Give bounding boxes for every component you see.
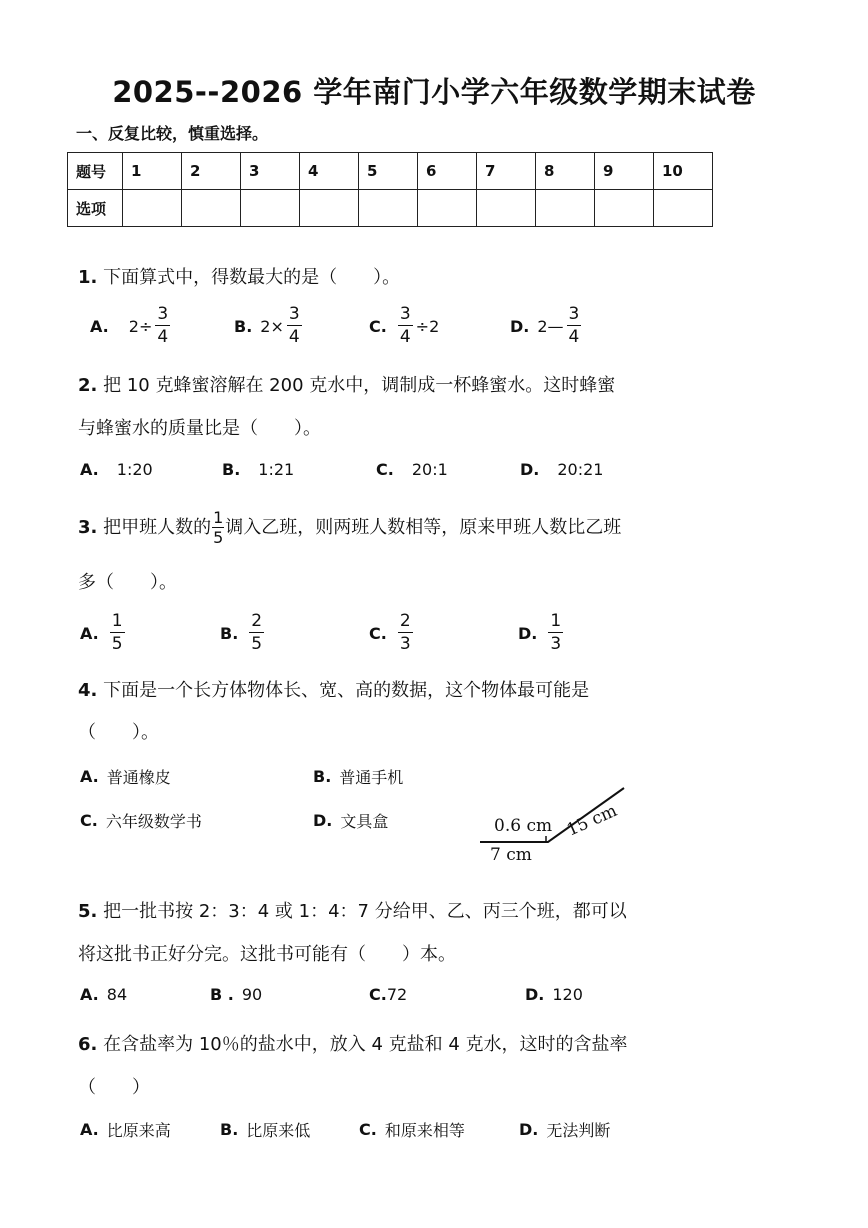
question-text: 下面是一个长方体物体长、宽、高的数据，这个物体最可能是: [103, 680, 590, 701]
q4-option-c[interactable]: [80, 809, 202, 832]
question-text: 下面算式中，得数最大的是（ ）。: [103, 267, 401, 288]
answer-table-input-row: [68, 190, 713, 227]
fraction-denominator: 5: [111, 634, 123, 654]
fraction: [155, 306, 170, 346]
answer-cell[interactable]: [595, 190, 654, 227]
answer-cell[interactable]: [359, 190, 418, 227]
question-number: 3.: [78, 517, 98, 538]
option-letter: D.: [510, 316, 530, 336]
option-text: 普通手机: [339, 768, 404, 787]
option-text: 普通橡皮: [106, 768, 171, 787]
table-number-cell: 3: [241, 153, 300, 190]
answer-table-header-row: [68, 153, 713, 190]
fraction-denominator: 4: [157, 327, 169, 347]
option-letter: A.: [80, 460, 99, 479]
fraction-denominator: 3: [399, 634, 411, 654]
question-text: 在含盐率为 10％的盐水中，放入 4 克盐和 4 克水，这时的含盐率: [103, 1034, 628, 1055]
answer-cell[interactable]: [654, 190, 713, 227]
question-5: [78, 897, 627, 923]
fraction-numerator: 3: [399, 304, 411, 324]
table-number-cell: 5: [359, 153, 418, 190]
option-letter: D.: [520, 460, 540, 479]
table-number-cell: 6: [418, 153, 477, 190]
height-label: 0.6 cm: [494, 816, 553, 836]
option-letter: C.: [359, 1120, 377, 1139]
fraction-numerator: 2: [399, 611, 411, 631]
option-letter: A.: [90, 316, 109, 336]
fraction: [567, 306, 582, 346]
option-expr: 2÷: [128, 316, 153, 336]
option-letter: D.: [518, 623, 538, 643]
question-number: 4.: [78, 680, 98, 701]
option-text: 和原来相等: [384, 1121, 465, 1140]
q5-option-d[interactable]: [525, 985, 583, 1004]
table-number-cell: 2: [182, 153, 241, 190]
fraction-denominator: 4: [399, 327, 411, 347]
option-letter: A.: [80, 1120, 99, 1139]
q2-option-d[interactable]: [520, 460, 603, 479]
q5-option-c[interactable]: [369, 985, 407, 1004]
answer-cell[interactable]: [536, 190, 595, 227]
length-label: 15 cm: [563, 800, 621, 841]
q5-option-b[interactable]: [210, 985, 262, 1004]
fraction-denominator: 5: [213, 528, 224, 547]
question-1: [78, 263, 400, 289]
fraction-denominator: 4: [568, 327, 580, 347]
option-text: 20:21: [557, 460, 604, 479]
q2-option-b[interactable]: [222, 460, 294, 479]
question-4: [78, 676, 589, 702]
option-letter: C.: [376, 460, 394, 479]
option-text: 比原来高: [106, 1121, 171, 1140]
option-text: 文具盒: [340, 812, 389, 831]
question-text: 把甲班人数的: [103, 517, 212, 538]
q6-option-b[interactable]: [220, 1118, 310, 1141]
table-row-label: 选项: [68, 190, 123, 227]
table-number-cell: 4: [300, 153, 359, 190]
answer-table: [67, 152, 713, 227]
option-letter: B .: [210, 985, 234, 1004]
q3-option-d[interactable]: [518, 613, 566, 653]
question-4-line2: （ ）。: [78, 722, 159, 743]
option-letter: C.: [369, 623, 387, 643]
answer-cell[interactable]: [241, 190, 300, 227]
q6-option-a[interactable]: [80, 1118, 171, 1141]
q1-option-a[interactable]: [90, 306, 173, 346]
cuboid-dimension-sketch: [470, 770, 640, 870]
question-3-line2: 多（ ）。: [78, 572, 177, 593]
answer-cell[interactable]: [300, 190, 359, 227]
q2-option-c[interactable]: [376, 460, 448, 479]
table-header-label: 题号: [68, 153, 123, 190]
question-text: 调入乙班，则两班人数相等，原来甲班人数比乙班: [225, 517, 622, 538]
option-expr: 2—: [537, 316, 564, 336]
q4-option-d[interactable]: [313, 809, 388, 832]
fraction: [548, 613, 563, 653]
q1-option-c[interactable]: [369, 306, 439, 346]
q6-option-c[interactable]: [359, 1118, 465, 1141]
question-number: 6.: [78, 1034, 98, 1055]
option-letter: A.: [80, 985, 99, 1004]
table-number-cell: 8: [536, 153, 595, 190]
fraction-denominator: 5: [251, 634, 263, 654]
option-letter: A.: [80, 623, 99, 643]
question-2: [78, 371, 615, 397]
option-letter: D.: [525, 985, 545, 1004]
fraction-numerator: 3: [157, 304, 169, 324]
question-number: 5.: [78, 901, 98, 922]
option-letter: B.: [313, 767, 332, 786]
fraction: [398, 306, 413, 346]
fraction-numerator: 1: [213, 508, 224, 527]
question-3: [78, 510, 621, 546]
option-letter: C.: [80, 811, 98, 830]
width-label: 7 cm: [490, 845, 532, 865]
answer-cell[interactable]: [182, 190, 241, 227]
option-text: 72: [386, 985, 408, 1004]
option-text: 90: [241, 985, 263, 1004]
table-number-cell: 7: [477, 153, 536, 190]
fraction: [249, 613, 264, 653]
fraction-numerator: 3: [288, 304, 300, 324]
fraction: [110, 613, 125, 653]
option-text: 1:20: [116, 460, 153, 479]
option-expr: 2×: [260, 316, 284, 336]
fraction: [287, 306, 302, 346]
question-number: 2.: [78, 375, 98, 396]
option-expr: ÷2: [415, 316, 440, 336]
fraction-denominator: 4: [288, 327, 300, 347]
answer-cell[interactable]: [123, 190, 182, 227]
question-text: 把 10 克蜂蜜溶解在 200 克水中，调制成一杯蜂蜜水。这时蜂蜜: [103, 375, 616, 396]
fraction: [212, 510, 224, 546]
answer-cell[interactable]: [477, 190, 536, 227]
fraction-numerator: 2: [251, 611, 263, 631]
question-6: [78, 1030, 628, 1056]
fraction-numerator: 1: [550, 611, 562, 631]
option-text: 120: [552, 985, 583, 1004]
option-letter: B.: [220, 1120, 239, 1139]
table-number-cell: 9: [595, 153, 654, 190]
option-text: 比原来低: [246, 1121, 311, 1140]
option-text: 无法判断: [546, 1121, 611, 1140]
table-number-cell: 1: [123, 153, 182, 190]
table-number-cell: 10: [654, 153, 713, 190]
question-text: 把一批书按 2：3：4 或 1：4：7 分给甲、乙、丙三个班，都可以: [103, 901, 627, 922]
q4-option-b[interactable]: [313, 765, 403, 788]
option-letter: B.: [222, 460, 241, 479]
option-letter: B.: [220, 623, 239, 643]
section-heading: 一、反复比较，慎重选择。: [76, 124, 269, 143]
fraction-numerator: 1: [111, 611, 123, 631]
q3-option-a[interactable]: [80, 613, 128, 653]
q2-option-a[interactable]: [80, 460, 153, 479]
q4-option-a[interactable]: [80, 765, 171, 788]
option-letter: C.: [369, 316, 387, 336]
question-2-line2: 与蜂蜜水的质量比是（ ）。: [78, 418, 321, 439]
question-number: 1.: [78, 267, 98, 288]
fraction-denominator: 3: [550, 634, 562, 654]
option-letter: B.: [234, 316, 253, 336]
option-letter: D.: [519, 1120, 539, 1139]
fraction-numerator: 3: [568, 304, 580, 324]
q3-option-c[interactable]: [369, 613, 416, 653]
q1-option-d[interactable]: [510, 306, 584, 346]
page-title: 2025--2026 学年南门小学六年级数学期末试卷: [112, 75, 756, 109]
option-letter: A.: [80, 767, 99, 786]
question-5-line2: 将这批书正好分完。这批书可能有（ ）本。: [78, 944, 456, 965]
q5-option-a[interactable]: [80, 985, 127, 1004]
q3-option-b[interactable]: [220, 613, 267, 653]
option-text: 六年级数学书: [105, 812, 202, 831]
question-6-line2: （ ）: [78, 1077, 150, 1098]
answer-cell[interactable]: [418, 190, 477, 227]
option-text: 1:21: [258, 460, 295, 479]
q1-option-b[interactable]: [234, 306, 305, 346]
fraction: [398, 613, 413, 653]
option-text: 20:1: [411, 460, 448, 479]
q6-option-d[interactable]: [519, 1118, 610, 1141]
option-letter: D.: [313, 811, 333, 830]
option-text: 84: [106, 985, 128, 1004]
option-letter: C.: [369, 985, 387, 1004]
